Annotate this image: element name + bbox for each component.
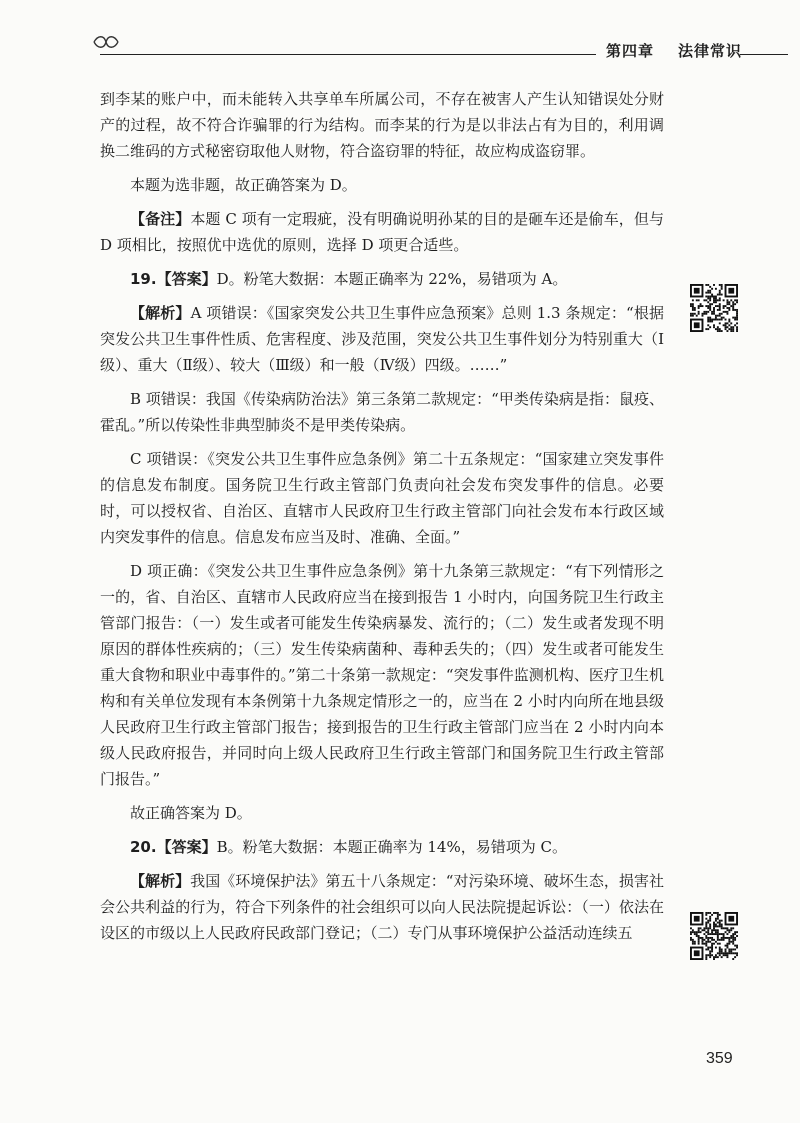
paragraph-text: 本题为选非题，故正确答案为 D。	[130, 176, 357, 194]
paragraph	[100, 386, 664, 438]
qr-code-icon	[690, 284, 738, 332]
running-header	[606, 40, 742, 60]
paragraph	[100, 558, 664, 792]
page-number: 359	[706, 1050, 733, 1067]
chapter-label: 第四章	[606, 41, 655, 60]
paragraph	[100, 86, 664, 164]
body-text	[100, 86, 664, 954]
paragraph-text: D。粉笔大数据：本题正确率为 22%，易错项为 A。	[216, 270, 568, 288]
paragraph	[100, 800, 664, 826]
decorative-logo-icon	[92, 34, 120, 50]
header-rule	[100, 54, 596, 55]
qr-code-icon	[690, 912, 738, 960]
paragraph-text: 到李某的账户中，而未能转入共享单车所属公司，不存在被害人产生认知错误处分财产的过程，故不符合诈骗罪的行为结构。而李某的行为是以非法占有为目的，利用调换二维码的方式秘密窃取他人财物，符合盗窃罪的特征，故应构成盗窃罪。	[100, 90, 664, 160]
paragraph-text: 故正确答案为 D。	[130, 804, 252, 822]
section-tag: 【解析】	[130, 304, 191, 322]
chapter-title: 法律常识	[678, 41, 743, 60]
paragraph	[100, 834, 664, 860]
section-tag: 20.【答案】	[130, 838, 217, 856]
paragraph-text: 本题 C 项有一定瑕疵，没有明确说明孙某的目的是砸车还是偷车，但与 D 项相比，按照优中选优的原则，选择 D 项更合适些。	[100, 210, 664, 254]
paragraph	[100, 172, 664, 198]
header-tail-rule	[740, 54, 788, 55]
paragraph-text: B 项错误：我国《传染病防治法》第三条第二款规定：“甲类传染病是指：鼠疫、霍乱。”所以传染性非典型肺炎不是甲类传染病。	[100, 390, 664, 434]
paragraph-text: D 项正确：《突发公共卫生事件应急条例》第十九条第三款规定：“有下列情形之一的，省、自治区、直辖市人民政府应当在接到报告 1 小时内，向国务院卫生行政主管部门报告：（一）发生或者可能发生传染病暴发、流行的；（二）发生或者发现不明原因的群体性疾病的；（三）发生传染病菌种、毒种丢失的；（四）发生或者可能发生重大食物和职业中毒事件的。”第二十条第一款规定：“突发事件监测机构、医疗卫生机构和有关单位发现有本条例第十九条规定情形之一的，应当在 2 小时内向所在地县级人民政府卫生行政主管部门报告；接到报告的卫生行政主管部门应当在 2 小时内向本级人民政府报告，并同时向上级人民政府卫生行政主管部门和国务院卫生行政主管部门报告。”	[100, 562, 664, 788]
section-tag: 19.【答案】	[130, 270, 217, 288]
paragraph-text: 我国《环境保护法》第五十八条规定：“对污染环境、破坏生态，损害社会公共利益的行为，符合下列条件的社会组织可以向人民法院提起诉讼：（一）依法在设区的市级以上人民政府民政部门登记；（二）专门从事环境保护公益活动连续五	[100, 872, 664, 942]
paragraph	[100, 206, 664, 258]
paragraph-text: C 项错误：《突发公共卫生事件应急条例》第二十五条规定：“国家建立突发事件的信息发布制度。国务院卫生行政主管部门负责向社会发布突发事件的信息。必要时，可以授权省、自治区、直辖市人民政府卫生行政主管部门向社会发布本行政区域内突发事件的信息。信息发布应当及时、准确、全面。”	[100, 450, 664, 546]
paragraph	[100, 868, 664, 946]
paragraph-text: B。粉笔大数据：本题正确率为 14%，易错项为 C。	[216, 838, 567, 856]
paragraph-text: A 项错误：《国家突发公共卫生事件应急预案》总则 1.3 条规定：“根据突发公共卫生事件性质、危害程度、涉及范围，突发公共卫生事件划分为特别重大（Ⅰ级）、重大（Ⅱ级）、较大（Ⅲ级）和一般（Ⅳ级）四级。……”	[100, 304, 664, 374]
section-tag: 【备注】	[130, 210, 191, 228]
paragraph	[100, 300, 664, 378]
section-tag: 【解析】	[130, 872, 191, 890]
paragraph	[100, 266, 664, 292]
paragraph	[100, 446, 664, 550]
